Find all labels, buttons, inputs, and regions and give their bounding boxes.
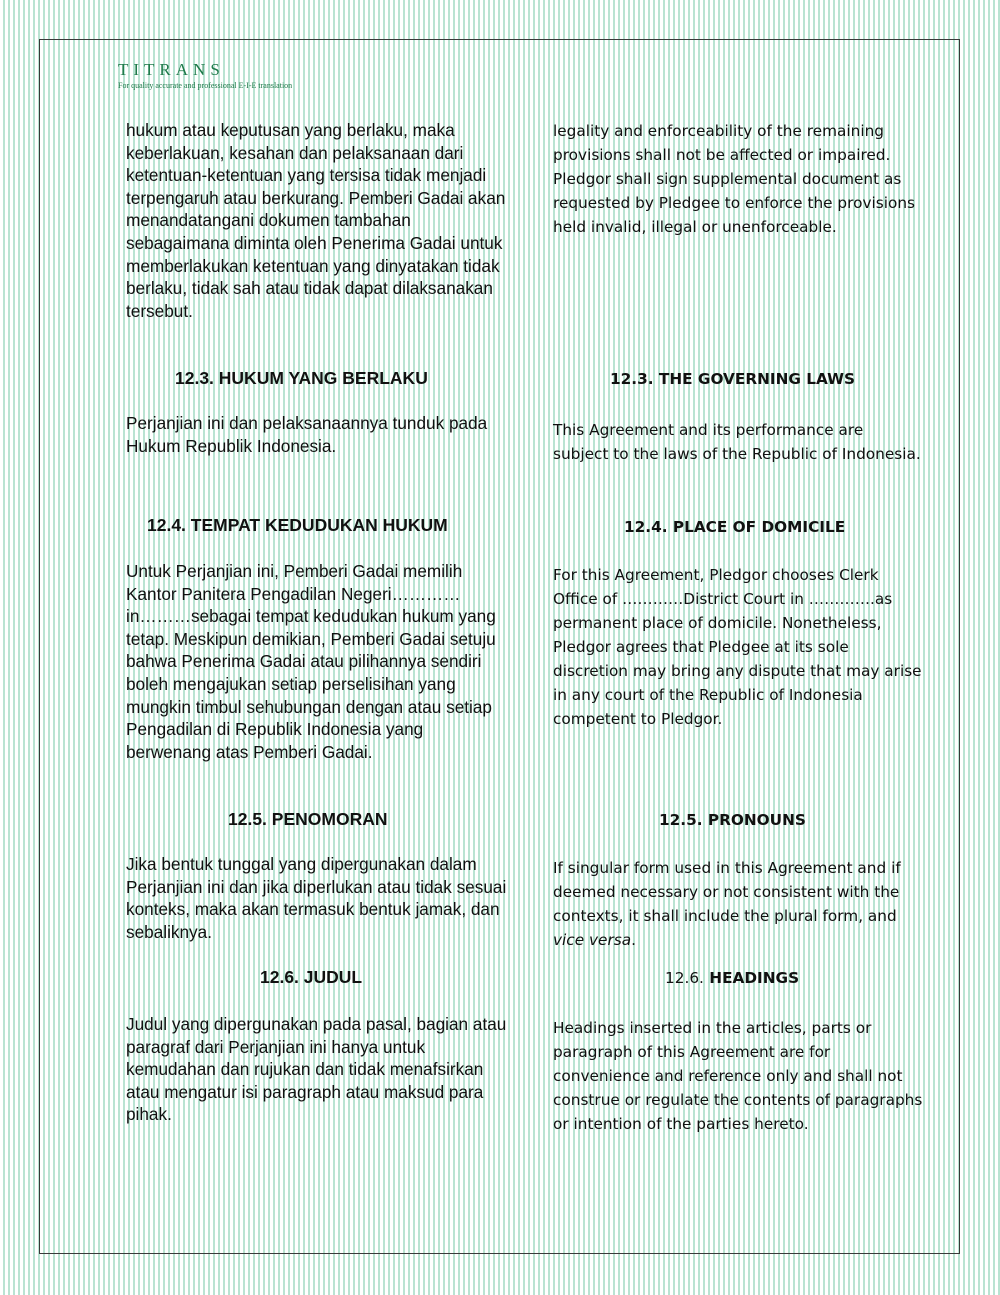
right-paragraph-12-5-text: If singular form used in this Agreement and if deemed necessary or not consistent with the contexts, it shall include the plural form, and — [553, 859, 901, 925]
left-intro-paragraph: hukum atau keputusan yang berlaku, maka keberlakuan, kesahan dan pelaksanaan dari ketentuan-ketentuan yang tersisa tidak menjadi terpengaruh atau berkurang. Pemberi Gadai akan menandatangani dokumen tambahan sebagaimana diminta oleh Penerima Gadai untuk memberlakukan ketentuan yang dinyatakan tidak berlaku, tidak sah atau tidak dapat dilaksanakan tersebut. — [126, 120, 506, 321]
right-paragraph-12-3: This Agreement and its performance are subject to the laws of the Republic of Indonesia. — [553, 421, 921, 463]
left-paragraph-12-4: Untuk Perjanjian ini, Pemberi Gadai memilih Kantor Panitera Pengadilan Negeri…………in………sebagai tempat kedudukan hukum yang tetap. Meskipun demikian, Pemberi Gadai setuju bahwa Penerima Gadai atau pilihannya sendiri boleh mengajukan setiap perselisihan yang mungkin timbul sehubungan dengan atau setiap Pengadilan di Republik Indonesia yang berwenang atas Pemberi Gadai. — [126, 561, 496, 762]
logo-title: TITRANS — [118, 60, 225, 79]
left-paragraph-12-5: Jika bentuk tunggal yang dipergunakan dalam Perjanjian ini dan jika diperlukan atau tidak sesuai konteks, maka akan termasuk bentuk jamak, dan sebaliknya. — [126, 854, 507, 942]
right-heading-12-4: 12.4. PLACE OF DOMICILE — [624, 518, 846, 536]
logo-tagline: For quality accurate and professional E-I-E translation — [118, 81, 293, 90]
right-paragraph-12-5 — [553, 856, 923, 952]
right-paragraph-12-5-end: . — [631, 931, 636, 949]
right-heading-12-6-text: HEADINGS — [709, 969, 800, 987]
right-paragraph-12-4: For this Agreement, Pledgor chooses Clerk Office of …………District Court in ………….as permanent place of domicile. Nonetheless, Pledgor agrees that Pledgee at its sole discretion may bring any dispute that may arise in any court of the Republic of Indonesia competent to Pledgor. — [553, 566, 922, 728]
right-paragraph-12-5-italic: vice versa — [553, 931, 632, 949]
left-heading-12-4: 12.4. TEMPAT KEDUDUKAN HUKUM — [147, 515, 448, 535]
left-heading-12-3: 12.3. HUKUM YANG BERLAKU — [175, 368, 428, 388]
left-paragraph-12-6: Judul yang dipergunakan pada pasal, bagian atau paragraf dari Perjanjian ini hanya untuk kemudahan dan rujukan dan tidak menafsirkan atau mengatur isi paragraph atau maksud para pihak. — [126, 1014, 507, 1125]
right-heading-12-6-number: 12.6. — [665, 969, 704, 987]
right-heading-12-5: 12.5. PRONOUNS — [659, 811, 806, 829]
right-heading-12-3: 12.3. THE GOVERNING LAWS — [610, 370, 856, 388]
left-heading-12-6: 12.6. JUDUL — [260, 967, 363, 987]
right-paragraph-12-6: Headings inserted in the articles, parts or paragraph of this Agreement are for convenience and reference only and shall not construe or regulate the contents of paragraphs or intention of the parties hereto. — [553, 1019, 923, 1133]
titrans-logo — [118, 60, 292, 90]
right-heading-12-6 — [665, 967, 799, 989]
left-paragraph-12-3: Perjanjian ini dan pelaksanaannya tunduk pada Hukum Republik Indonesia. — [126, 413, 488, 456]
right-intro-paragraph: legality and enforceability of the remaining provisions shall not be affected or impaired. Pledgor shall sign supplemental document as requested by Pledgee to enforce the provisions held invalid, illegal or unenforceable. — [553, 122, 915, 236]
left-heading-12-5: 12.5. PENOMORAN — [228, 809, 388, 829]
